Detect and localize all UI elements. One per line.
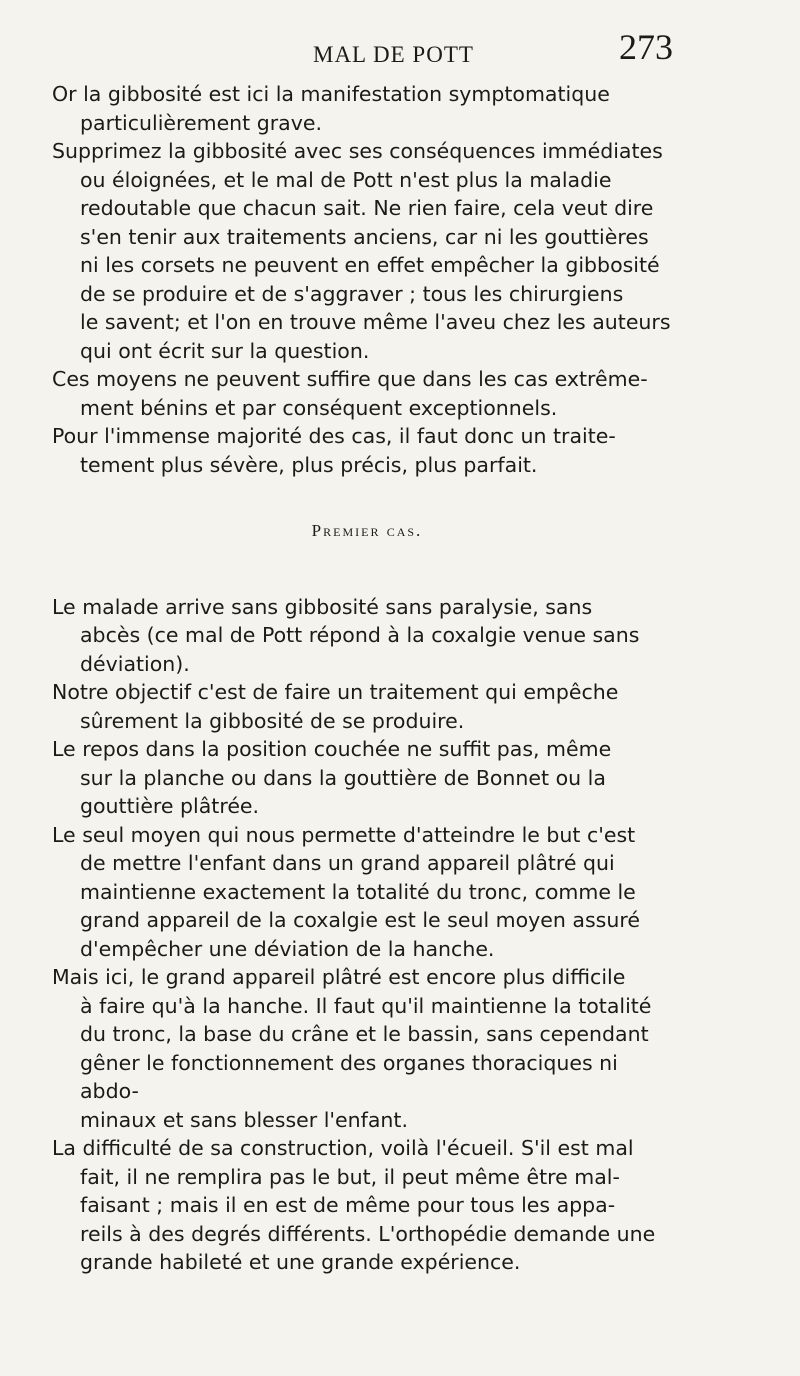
body-text — [52, 80, 682, 1277]
paragraph: La difficulté de sa construction, voilà l'écueil. S'il est mal fait, il ne remplira pas le but, il peut même être mal- faisant ; mais il en est de même pour tous les appa- reils à des degrés différents. L'orthopédie demande une grande habileté et une grande expérience. — [52, 1136, 656, 1274]
paragraph: Pour l'immense majorité des cas, il faut donc un traite- tement plus sévère, plus précis, plus parfait. — [52, 424, 616, 477]
paragraph: Or la gibbosité est ici la manifestation symptomatique particulièrement grave. — [52, 82, 610, 135]
paragraph: Mais ici, le grand appareil plâtré est encore plus difficile à faire qu'à la hanche. Il faut qu'il maintienne la totalité du tronc, la base du crâne et le bassin, sans cependant gêner le fonctionnement des organes thoraciques ni abdo- minaux et sans blesser l'enfant. — [52, 965, 652, 1132]
paragraph: Supprimez la gibbosité avec ses conséquences immédiates ou éloignées, et le mal de Pott n'est plus la maladie redoutable que chacun sait. Ne rien faire, cela veut dire s'en tenir aux traitements anciens, car ni les gouttières ni les corsets ne peuvent en effet empêcher la gibbosité de se produire et de s'aggraver ; tous les chirurgiens le savent; et l'on en trouve même l'aveu chez les auteurs qui ont écrit sur la question. — [52, 139, 671, 363]
running-title: MAL DE POTT — [313, 42, 474, 67]
paragraph: Ces moyens ne peuvent suffire que dans les cas extrême- ment bénins et par conséquent exceptionnels. — [52, 367, 648, 420]
page-number: 273 — [619, 27, 673, 67]
paragraph: Le seul moyen qui nous permette d'atteindre le but c'est de mettre l'enfant dans un grand appareil plâtré qui maintienne exactement la totalité du tronc, comme le grand appareil de la coxalgie est le seul moyen assuré d'empêcher une déviation de la hanche. — [52, 822, 640, 961]
running-head — [0, 18, 800, 78]
paragraph: Notre objectif c'est de faire un traitement qui empêche sûrement la gibbosité de se produire. — [52, 680, 619, 733]
paragraph: Le malade arrive sans gibbosité sans paralysie, sans abcès (ce mal de Pott répond à la coxalgie venue sans déviation). — [52, 594, 640, 676]
section-heading — [52, 517, 682, 546]
paragraph: Le repos dans la position couchée ne suffit pas, même sur la planche ou dans la gouttière de Bonnet ou la gouttière plâtrée. — [52, 737, 612, 818]
section-heading-text: Premier cas. — [311, 521, 423, 540]
